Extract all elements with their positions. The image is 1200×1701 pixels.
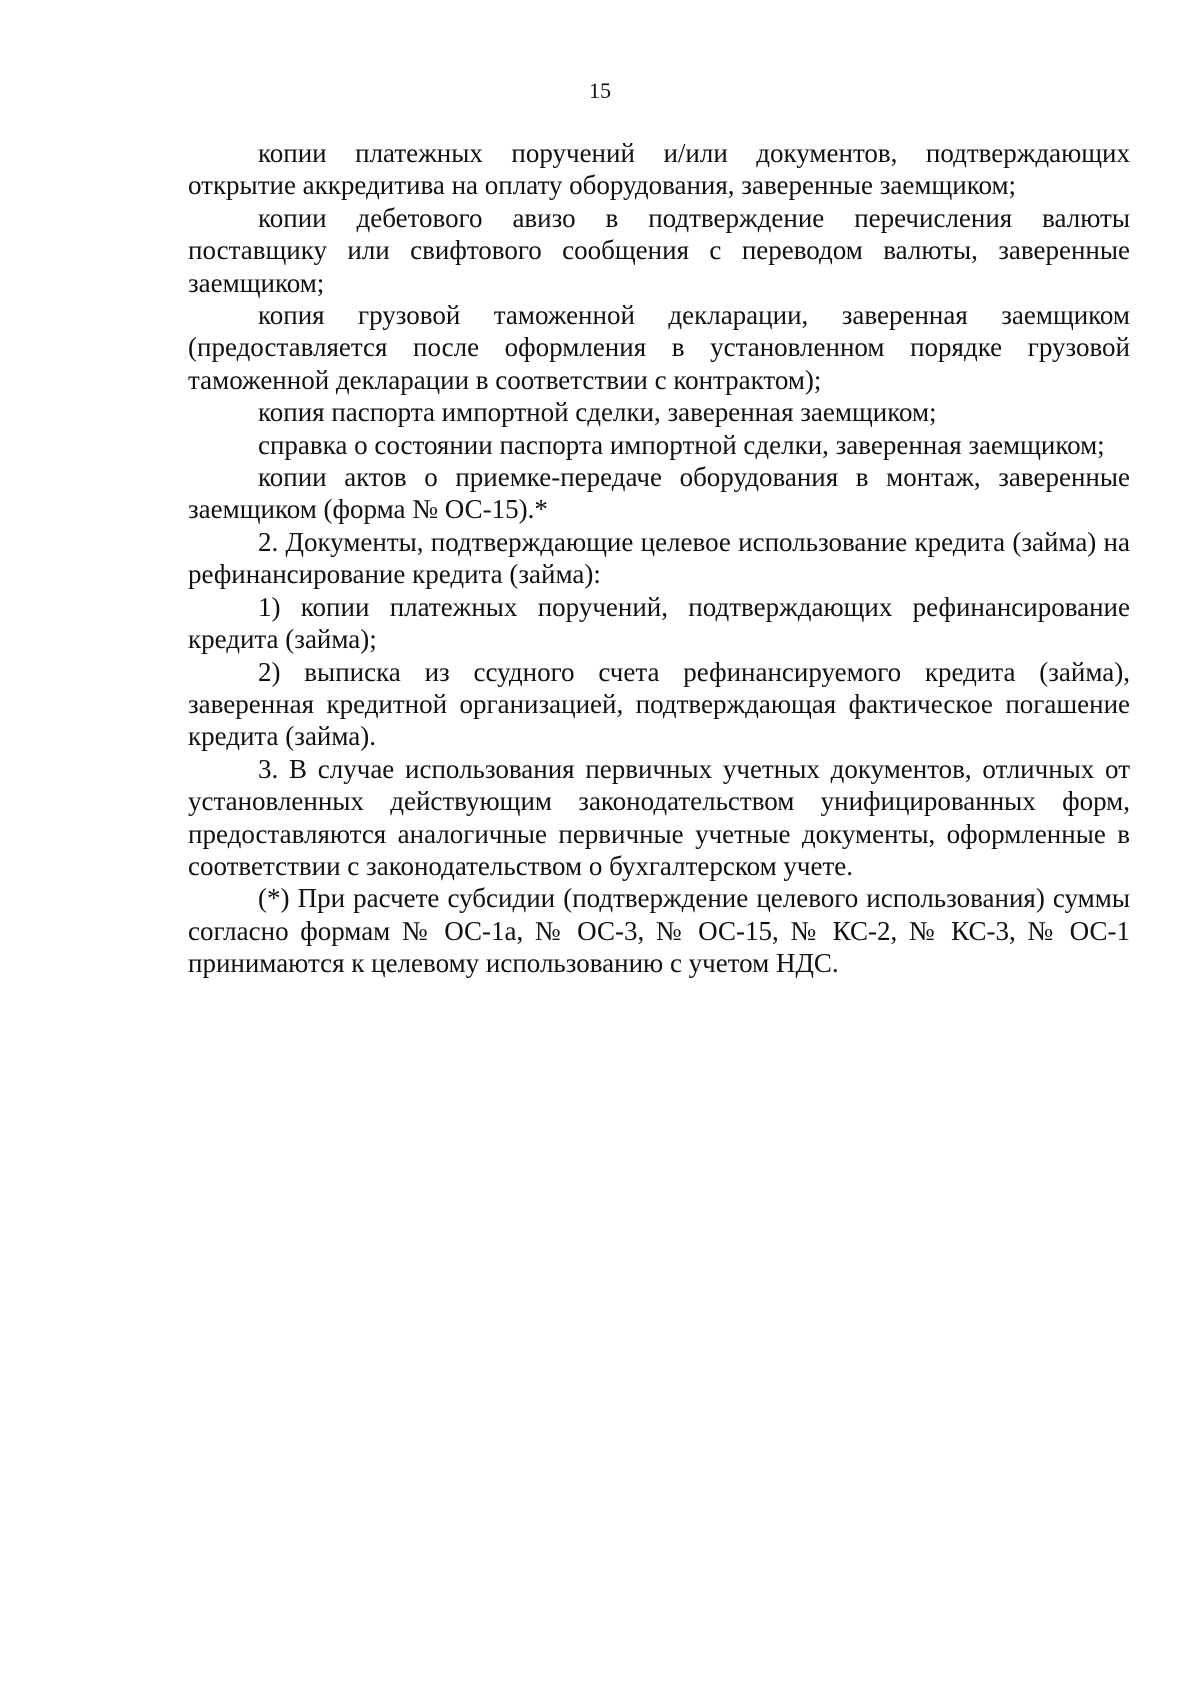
paragraph-payment-orders: копии платежных поручений и/или документов, подтверждающих открытие аккредитива на оплату оборудования, заверенные заемщиком; — [188, 138, 1130, 201]
paragraph-footnote: (*) При расчете субсидии (подтверждение целевого использования) суммы согласно формам № ОС-1а, № ОС-3, № ОС-15, № КС-2, № КС-3, № ОС-1 принимаются к целевому использованию с учетом НДС. — [188, 883, 1130, 979]
paragraph-item-2: 2) выписка из ссудного счета рефинансируемого кредита (займа), заверенная кредитной организацией, подтверждающая фактическое погашение кредита (займа). — [188, 656, 1130, 752]
paragraph-section-2: 2. Документы, подтверждающие целевое использование кредита (займа) на рефинансирование кредита (займа): — [188, 526, 1130, 590]
paragraph-customs-declaration: копия грузовой таможенной декларации, заверенная заемщиком (предоставляется после оформления в установленном порядке грузовой таможенной декларации в соответствии с контрактом); — [188, 300, 1130, 395]
paragraph-import-passport-certificate: справка о состоянии паспорта импортной сделки, заверенная заемщиком; — [258, 429, 1105, 460]
paragraph-import-passport-copy: копия паспорта импортной сделки, заверенная заемщиком; — [258, 397, 937, 428]
paragraph-item-1: 1) копии платежных поручений, подтверждающих рефинансирование кредита (займа); — [188, 591, 1130, 655]
paragraph-debit-advice: копии дебетового авизо в подтверждение перечисления валюты поставщику или свифтового сообщения с переводом валюты, заверенные заемщиком; — [188, 202, 1130, 298]
paragraph-section-3: 3. В случае использования первичных учетных документов, отличных от установленных действующим законодательством унифицированных форм, предоставляются аналогичные первичные учетные документы, оформленные в соответствии с законодательством о бухгалтерском учете. — [188, 753, 1130, 881]
page-number: 15 — [589, 78, 611, 103]
paragraph-acceptance-acts: копии актов о приемке-передаче оборудования в монтаж, заверенные заемщиком (форма № ОС-15).* — [188, 462, 1130, 525]
document-body — [188, 137, 1130, 980]
